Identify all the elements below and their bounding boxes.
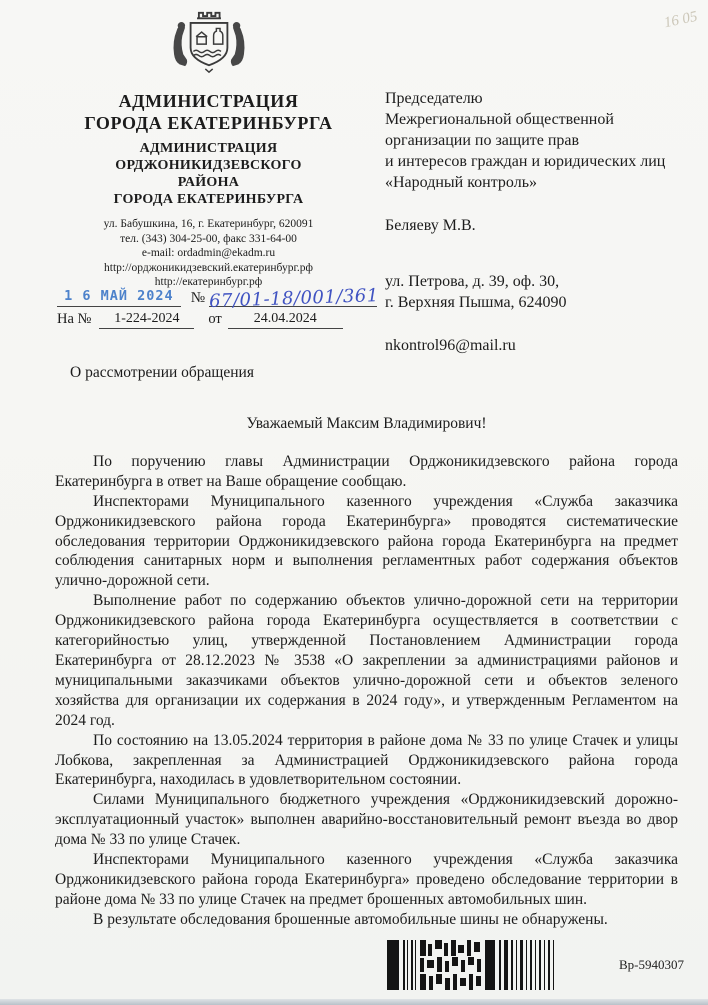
letterhead-contacts xyxy=(57,217,360,290)
recipient-block xyxy=(385,88,703,356)
org-name-line1: АДМИНИСТРАЦИЯ xyxy=(118,91,299,111)
org-name-line2: ГОРОДА ЕКАТЕРИНБУРГА xyxy=(84,113,333,133)
incoming-date-field: 24.04.2024 xyxy=(228,311,343,329)
paragraph-1: По поручению главы Администрации Орджоникидзевского района города Екатеринбурга в ответ на Ваше обращение сообщаю. xyxy=(55,452,678,490)
salutation: Уважаемый Максим Владимирович! xyxy=(246,415,487,432)
recipient-address xyxy=(385,271,703,313)
paragraph-6: Инспекторами Муниципального казенного учреждения «Служба заказчика Орджоникидзевского района города Екатеринбурга» проведено обследование территории в районе дома № 33 по улице Стачек на предмет брошенных автомобильных шин. xyxy=(55,851,678,908)
pencil-note: 16 05 xyxy=(662,8,700,32)
document-barcode-icon xyxy=(387,940,557,990)
incoming-number-field: 1-224-2024 xyxy=(99,311,194,329)
from-label: от xyxy=(208,311,222,327)
district-name-line2: ОРДЖОНИКИДЗЕВСКОГО xyxy=(115,158,302,173)
letterhead-phone: тел. (343) 304-25-00, факс 331-64-00 xyxy=(120,232,297,245)
outgoing-number-handwritten: 67/01-18/001/361 xyxy=(208,285,380,312)
recipient-title-line2: Межрегиональной общественной xyxy=(385,111,614,128)
district-name-line1: АДМИНИСТРАЦИЯ xyxy=(139,141,278,156)
letter-subject: О рассмотрении обращения xyxy=(70,364,254,381)
letterhead-website-district: http://орджоникидзевский.екатеринбург.рф xyxy=(104,261,313,274)
district-name-line4: ГОРОДА ЕКАТЕРИНБУРГА xyxy=(113,192,304,207)
paragraph-3: Выполнение работ по содержанию объектов улично-дорожной сети на территории Орджоникидзевского района города Екатеринбурга осуществляется в соответствии с категорийностью улиц, утвержденной Постановлением Администрации города Екатеринбурга от 28.12.2023 № 3538 «О закреплении за администрациями районов и муниципальными заказчиками объектов улично-дорожной сети и объектов зеленого хозяйства для организации их содержания в 2024 году», и утвержденным Регламентом на 2024 год. xyxy=(55,592,678,729)
number-label: № xyxy=(190,290,205,306)
date-stamp: 1 6 МАЙ 2024 xyxy=(57,288,181,307)
org-name xyxy=(57,90,360,134)
reference-block xyxy=(57,281,380,329)
paragraph-7: В результате обследования брошенные автомобильные шины не обнаружены. xyxy=(93,910,608,928)
district-name-line3: РАЙОНА xyxy=(177,175,240,190)
barcode-label: Вр-5940307 xyxy=(619,957,684,972)
letterhead-email: e-mail: ordadmin@ekadm.ru xyxy=(141,247,276,259)
letterhead-address: ул. Бабушкина, 16, г. Екатеринбург, 620091 xyxy=(103,218,314,230)
paragraph-2: Инспекторами Муниципального казенного учреждения «Служба заказчика Орджоникидзевского района города Екатеринбурга» проводятся систематические обследования территории Орджоникидзевского района города Екатеринбурга на предмет соблюдения санитарных норм и выполнения регламентных работ содержания объектов улично-дорожной сети. xyxy=(55,492,678,590)
letter-body xyxy=(55,414,678,930)
recipient-name: Беляеву М.В. xyxy=(385,217,476,234)
paragraph-4: По состоянию на 13.05.2024 территория в районе дома № 33 по улице Стачек и улицы Лобкова, закрепленная за Администрацией Орджоникидзевского района города Екатеринбурга, находилась в удовлетворительном состоянии. xyxy=(55,731,678,789)
letterhead xyxy=(57,8,360,290)
outgoing-number-field xyxy=(208,285,380,312)
scan-bottom-edge xyxy=(0,999,708,1005)
recipient-title-line3: организации по защите прав xyxy=(385,132,580,149)
paragraph-5: Силами Муниципального бюджетного учреждения «Орджоникидзевский дорожно-эксплуатационный участок» выполнен аварийно-восстановительный ремонт въезда во двор дома № 33 по улице Стачек. xyxy=(55,791,678,849)
outgoing-number-row xyxy=(57,281,380,312)
district-name xyxy=(57,140,360,208)
yekaterinburg-coat-of-arms-icon xyxy=(163,8,255,82)
recipient-address-line2: г. Верхняя Пышма, 624090 xyxy=(385,294,567,311)
recipient-email: nkontrol96@mail.ru xyxy=(385,337,516,354)
recipient-title-line5: «Народный контроль» xyxy=(385,174,537,191)
reply-label: На № xyxy=(57,311,92,327)
recipient-title-line4: и интересов граждан и юридических лиц xyxy=(385,153,666,170)
recipient-title-line1: Председателю xyxy=(385,90,483,107)
recipient-address-line1: ул. Петрова, д. 39, оф. 30, xyxy=(385,273,560,290)
letterhead-website-city: http://екатеринбург.рф xyxy=(154,276,263,288)
